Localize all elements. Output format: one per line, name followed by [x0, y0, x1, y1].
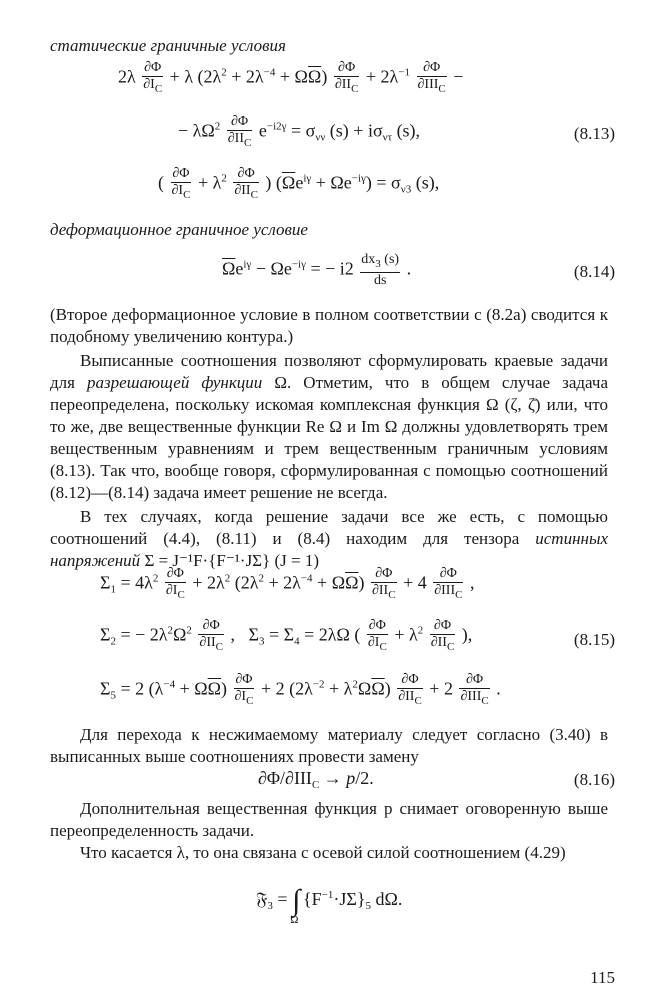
equation-8-14: $\overline{\Omega}e^{i\gamma} - \Omega e^{-i\gamma}$ = − i2 $\frac{dx_3 (s)}{ds}$ .: [222, 252, 412, 288]
p2-italic: разрешающей функции: [87, 373, 263, 392]
paragraph-axial-force: Что касается λ, то она связана с осевой силой соотношением (4.29): [80, 843, 566, 862]
paragraph-true-stresses: [50, 506, 608, 572]
p2-text-b: Ω. Отметим, что в общем случае задача переопределена, поскольку искомая комплексная функция Ω (ζ, ζ̄) или, что то же, две вещественные функции Re Ω и Im Ω должны удовлетворять трем вещественным уравнениям и трем вещественным граничным условиям (8.13). Так что, вообще говоря, сформулированная с помощью соотношений (8.12)—(8.14) задача имеет решение не всегда.: [50, 373, 608, 502]
equation-8-15-sigma1: $\Sigma_1 = 4\lambda^2$ $\frac{\partial\Phi}{\partial I_C}$ + $2\lambda^2$ $(2\lambda^2 + 2\lambda^{-4} + \Omega\overline{\Omega})$ $\frac{\partial\Phi}{\partial II_C}$ + 4 $\frac{\partial\Phi}{\partial III_C}$ ,: [100, 566, 475, 601]
equation-8-15-sigma2-3-4: $\Sigma_2$ = − $2\lambda^2\Omega^2$ $\frac{\partial\Phi}{\partial II_C}$ , $\Sigma_3 = \Sigma_4 = 2\lambda\Omega$ ( $\frac{\partial\Phi}{\partial I_C}$ + $\lambda^2$ $\frac{\partial\Phi}{\partial II_C}$ ),: [100, 618, 473, 653]
equation-axial-force-integral: 𝔉$_3$ = $\int_\Omega$ $\{F^{-1}\cdot J\Sigma\}_5$ dΩ.: [256, 884, 403, 927]
equation-8-15-sigma5: $\Sigma_5 = 2$ $(\lambda^{-4} + \Omega\overline{\Omega})$ $\frac{\partial\Phi}{\partial I_C}$ + 2 $(2\lambda^{-2} + \lambda^2\Omega\overline{\Omega})$ $\frac{\partial\Phi}{\partial II_C}$ + 2 $\frac{\partial\Phi}{\partial III_C}$ .: [100, 672, 501, 707]
equation-8-13-line2: − $\lambda\Omega^2$ $\frac{\partial\Phi}{\partial II_C}$ $e^{-i2\gamma} = \sigma_{\nu\nu}$ $(s) + i\sigma_{\nu\tau}$ (s),: [178, 114, 421, 149]
equation-number-8-16: (8.16): [573, 770, 615, 789]
equation-number-8-15: (8.15): [573, 630, 615, 649]
p3-text-b: Σ = J⁻¹F·{F⁻¹·JΣ} (J = 1): [140, 551, 320, 570]
equation-8-13-line1: 2λ $\frac{\partial\Phi}{\partial I_C}$ + λ $(2\lambda^2 + 2\lambda^{-4} + \Omega\overline{\Omega})$ $\frac{\partial\Phi}{\partial II_C}$ + $2\lambda^{-1}$ $\frac{\partial\Phi}{\partial III_C}$ −: [118, 60, 464, 95]
paragraph-additional-function: Дополнительная вещественная функция p снимает оговоренную выше переопределенность задачи.: [50, 799, 608, 840]
page-number: 115: [590, 968, 615, 987]
paragraph-incompressible: Для перехода к несжимаемому материалу следует согласно (3.40) в выписанных выше соотношениях провести замену: [50, 725, 608, 766]
equation-8-13-line3: ( $\frac{\partial\Phi}{\partial I_C}$ + $\lambda^2$ $\frac{\partial\Phi}{\partial II_C}$ ) $(\overline{\Omega}e^{i\gamma} + \Omega e^{-i\gamma}) = \sigma_{\nu 3}$ (s),: [158, 166, 440, 201]
paragraph-boundary-problems: [50, 350, 608, 504]
p3-text-a: В тех случаях, когда решение задачи все же есть, с помощью соотношений (4.4), (8.11) и (8.4) находим для тензора: [50, 507, 608, 548]
p2-text-a: Выписанные соотношения позволяют сформулировать краевые задачи для: [50, 351, 608, 392]
p3-italic: истинных напряжений: [50, 529, 608, 570]
heading-deformation-condition: деформационное граничное условие: [50, 220, 308, 239]
equation-number-8-13: (8.13): [573, 124, 615, 143]
heading-static-conditions: статические граничные условия: [50, 36, 286, 55]
equation-8-16: $\partial\Phi/\partial III_C \to p/2$.: [258, 768, 374, 791]
paragraph-second-deformation: (Второе деформационное условие в полном соответствии с (8.2а) сводится к подобному увеличению контура.): [50, 305, 608, 346]
equation-number-8-14: (8.14): [573, 262, 615, 281]
